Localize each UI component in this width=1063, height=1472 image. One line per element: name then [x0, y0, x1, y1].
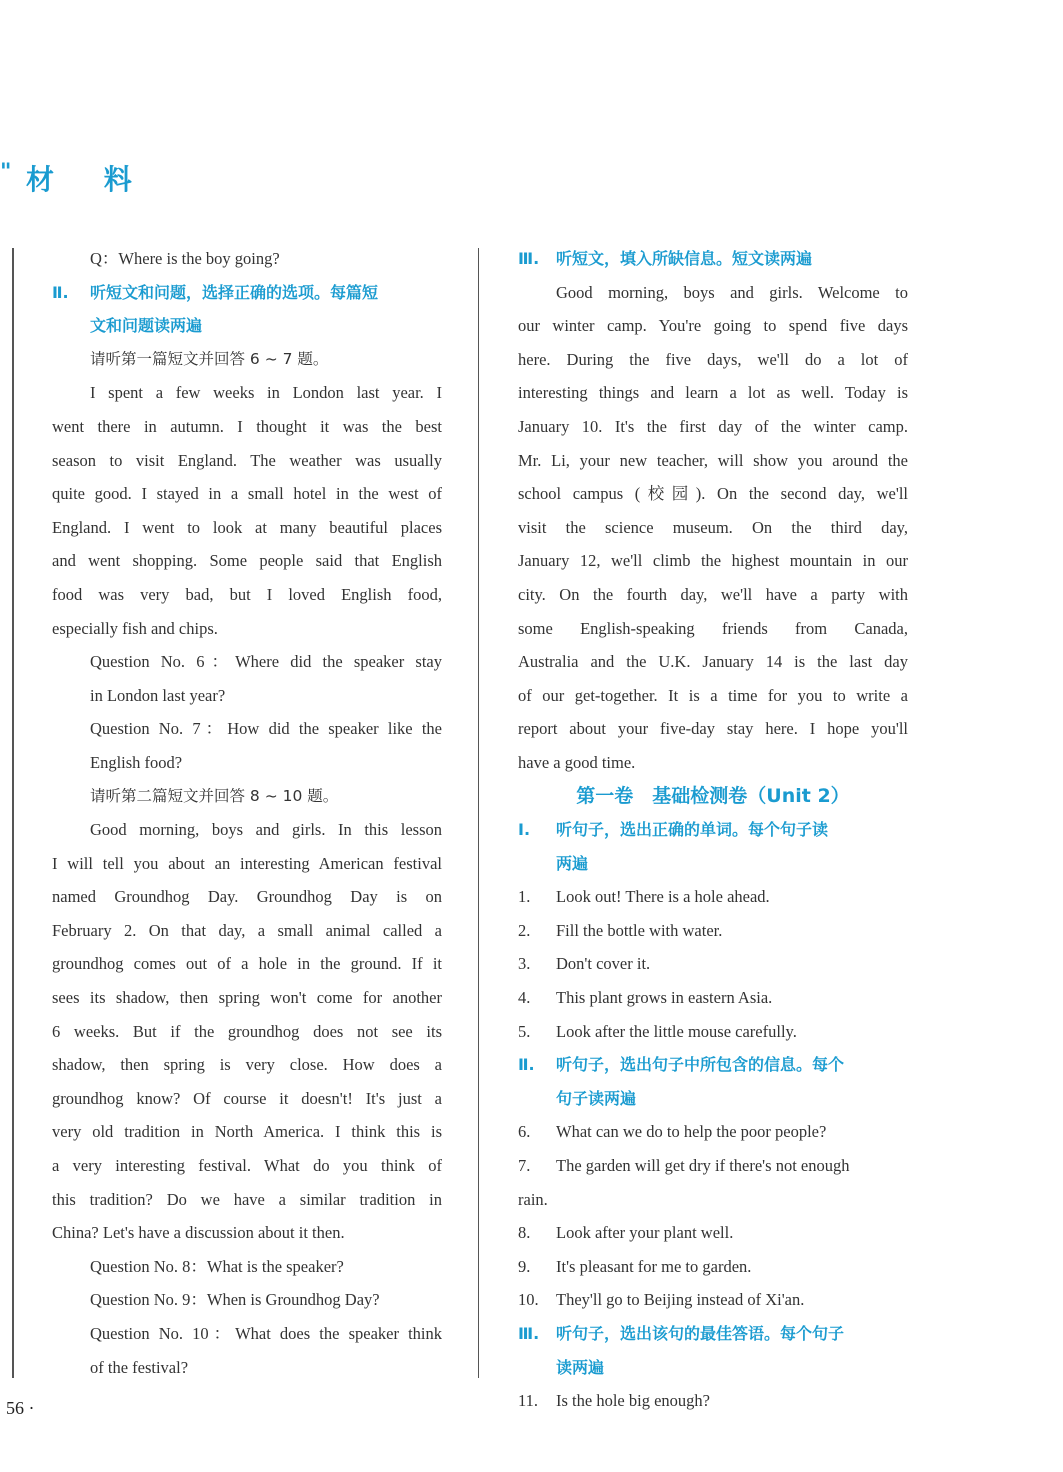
passage-line: quite good. I stayed in a small hotel in the west of	[52, 484, 442, 504]
item-number: 7.	[518, 1156, 531, 1176]
section-number: Ⅲ.	[518, 249, 540, 268]
header-accent-mark: "	[0, 160, 12, 185]
item-text: What can we do to help the poor people?	[556, 1122, 827, 1142]
section-heading-i	[518, 813, 908, 847]
passage-line: this tradition? Do we have a similar tradition in	[52, 1189, 442, 1209]
passage-line: some English-speaking friends from Canada,	[518, 618, 908, 638]
section-number: Ⅲ.	[518, 1324, 540, 1343]
question-line: English food?	[90, 752, 183, 772]
item-text: Is the hole big enough?	[556, 1391, 710, 1411]
item-text: It's pleasant for me to garden.	[556, 1256, 752, 1276]
section-instruction-cont: 文和问题读两遍	[90, 316, 203, 336]
item-number: 6.	[518, 1122, 531, 1142]
question-line: of the festival?	[90, 1357, 189, 1377]
passage-line: groundhog comes out of a hole in the ground. If it	[52, 954, 442, 974]
item-text: Look out! There is a hole ahead.	[556, 887, 770, 907]
question-line: Question No. 9：When is Groundhog Day?	[90, 1290, 380, 1310]
passage-line: shadow, then spring is very close. How does a	[52, 1055, 442, 1075]
passage-line: Mr. Li, your new teacher, will show you around the	[518, 450, 908, 470]
passage-line: England. I went to look at many beautiful places	[52, 517, 442, 537]
item-number: 9.	[518, 1256, 531, 1276]
passage-line: interesting things and learn a lot as well. Today is	[518, 383, 908, 403]
passage-line: groundhog know? Of course it doesn't! It's just a	[52, 1088, 442, 1108]
passage-line: have a good time.	[518, 752, 636, 772]
item-number: 4.	[518, 988, 531, 1008]
passage-line: report about your five-day stay here. I hope you'll	[518, 719, 908, 739]
section-number: Ⅱ.	[518, 1055, 535, 1075]
passage-line: Good morning, boys and girls. In this lesson	[90, 820, 442, 840]
passage-intro: 请听第一篇短文并回答 6 ~ 7 题。	[90, 349, 329, 368]
section-heading-2	[52, 276, 442, 310]
section-instruction: 听句子，选出句子中所包含的信息。每个	[556, 1055, 845, 1075]
passage-line: our winter camp. You're going to spend five days	[518, 316, 908, 336]
passage-line: Australia and the U.K. January 14 is the last day	[518, 652, 908, 672]
section-instruction-cont: 读两遍	[556, 1357, 605, 1377]
passage-line: named Groundhog Day. Groundhog Day is on	[52, 887, 442, 907]
passage-line: here. During the five days, we'll do a lot of	[518, 349, 908, 369]
section-instruction-cont: 两遍	[556, 853, 589, 873]
passage-line: especially fish and chips.	[52, 618, 218, 638]
passage-line: Good morning, boys and girls. Welcome to	[556, 282, 908, 302]
passage-line: China? Let's have a discussion about it then.	[52, 1223, 345, 1243]
passage-line: food was very bad, but I loved English food,	[52, 584, 442, 604]
item-text: Look after the little mouse carefully.	[556, 1021, 797, 1041]
question-line: Question No. 7：How did the speaker like the	[90, 719, 442, 739]
list-item	[518, 1250, 908, 1284]
section-instruction: 听句子，选出正确的单词。每个句子读	[556, 820, 829, 840]
section-number: Ⅱ.	[52, 282, 69, 302]
section-heading-ii	[518, 1048, 908, 1082]
section-heading-iii	[518, 1317, 908, 1351]
item-number: 2.	[518, 920, 531, 940]
passage-line: January 10. It's the first day of the winter camp.	[518, 416, 908, 436]
question-line: Q：Where is the boy going?	[90, 249, 280, 268]
passage-line: January 12, we'll climb the highest mountain in our	[518, 551, 908, 571]
section-instruction: 听句子，选出该句的最佳答语。每个句子	[556, 1324, 845, 1343]
passage-line: a very interesting festival. What do you think of	[52, 1156, 442, 1176]
page-title: 材 料	[26, 163, 152, 196]
passage-line: of our get-together. It is a time for you to write a	[518, 685, 908, 705]
passage-line: city. On the fourth day, we'll have a party with	[518, 584, 908, 604]
question-line: in London last year?	[90, 685, 226, 705]
question-line: Question No. 6：Where did the speaker stay	[90, 652, 442, 672]
passage-line: sees its shadow, then spring won't come for another	[52, 988, 442, 1008]
passage-line: February 2. On that day, a small animal called a	[52, 920, 442, 940]
list-item	[518, 1149, 908, 1183]
passage-line: went there in autumn. I thought it was the best	[52, 416, 442, 436]
passage-line: and went shopping. Some people said that English	[52, 551, 442, 571]
list-item	[518, 880, 908, 914]
column-divider	[478, 248, 479, 1378]
passage-line: very old tradition in North America. I think this is	[52, 1122, 442, 1142]
item-number: 3.	[518, 954, 531, 974]
section-instruction: 听短文，填入所缺信息。短文读两遍	[556, 249, 813, 268]
item-number: 8.	[518, 1223, 531, 1243]
section-number: Ⅰ.	[518, 820, 531, 840]
item-text-cont: rain.	[518, 1189, 548, 1209]
item-text: This plant grows in eastern Asia.	[556, 988, 773, 1008]
list-item	[518, 914, 908, 948]
item-text: Look after your plant well.	[556, 1223, 734, 1243]
left-margin-rule	[12, 248, 14, 1378]
list-item	[518, 1015, 908, 1049]
question-line: Question No. 8：What is the speaker?	[90, 1256, 344, 1276]
passage-line: I spent a few weeks in London last year. I	[90, 383, 442, 403]
item-text: The garden will get dry if there's not enough	[556, 1156, 850, 1176]
list-item	[518, 1115, 908, 1149]
item-text: They'll go to Beijing instead of Xi'an.	[556, 1290, 805, 1310]
item-text: Fill the bottle with water.	[556, 920, 723, 940]
question-line: Question No. 10：What does the speaker think	[90, 1324, 442, 1343]
left-column	[52, 242, 442, 1384]
item-number: 10.	[518, 1290, 539, 1310]
item-number: 1.	[518, 887, 531, 907]
section-heading-3	[518, 242, 908, 276]
passage-line: season to visit England. The weather was usually	[52, 450, 442, 470]
section-instruction-cont: 句子读两遍	[556, 1088, 637, 1108]
item-text: Don't cover it.	[556, 954, 651, 974]
unit-title: 第一卷 基础检测卷（Unit 2）	[576, 784, 850, 807]
passage-line: I will tell you about an interesting American festival	[52, 853, 442, 873]
passage-intro: 请听第二篇短文并回答 8 ~ 10 题。	[90, 786, 339, 805]
list-item	[518, 1283, 908, 1317]
list-item	[518, 947, 908, 981]
item-number: 11.	[518, 1391, 539, 1411]
list-item	[518, 981, 908, 1015]
section-instruction: 听短文和问题，选择正确的选项。每篇短	[90, 282, 379, 302]
passage-line: 6 weeks. But if the groundhog does not see its	[52, 1021, 442, 1041]
item-number: 5.	[518, 1021, 531, 1041]
passage-line: school campus (校园). On the second day, we'll	[518, 484, 908, 504]
passage-line: visit the science museum. On the third day,	[518, 517, 908, 537]
list-item	[518, 1216, 908, 1250]
page-number: 56 ·	[6, 1398, 35, 1418]
list-item	[518, 1384, 908, 1418]
right-column	[518, 242, 908, 1418]
